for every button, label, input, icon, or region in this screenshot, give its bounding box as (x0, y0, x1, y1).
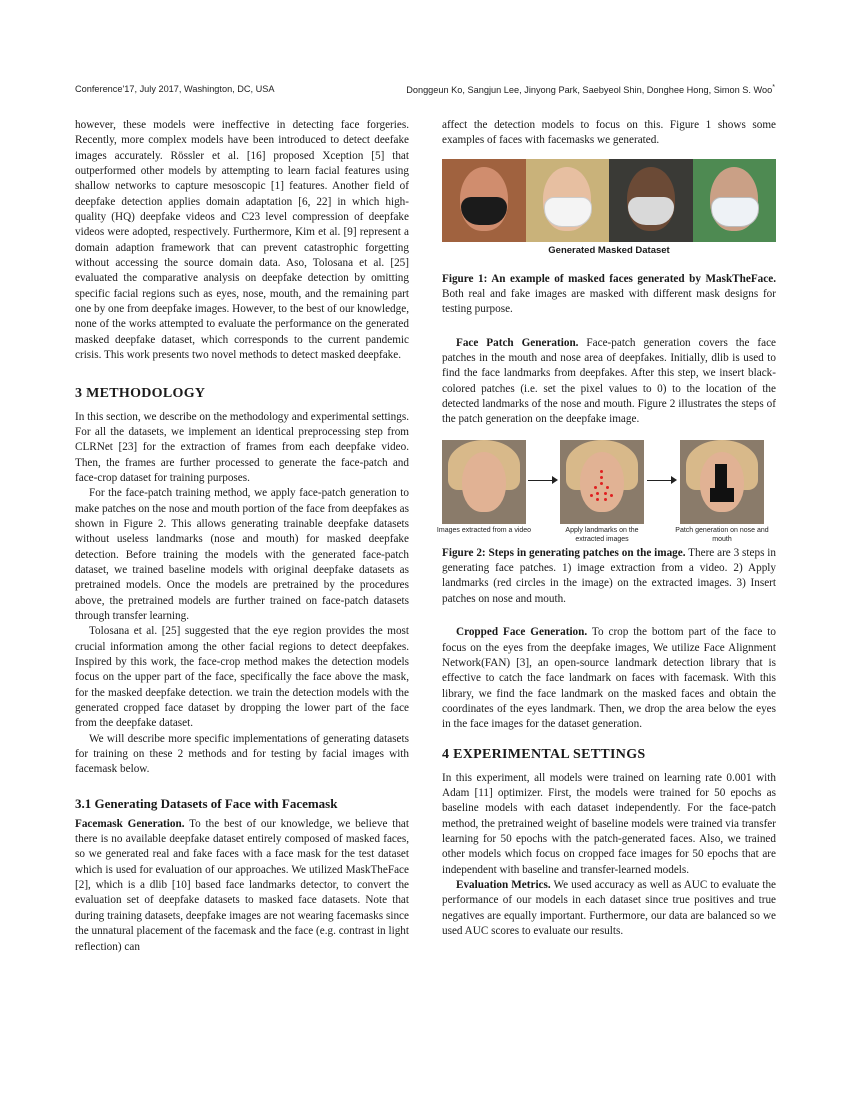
figure-2-caption-lead: Figure 2: Steps in generating patches on the image. (442, 546, 686, 559)
figure-1-inline-label: Generated Masked Dataset (548, 244, 670, 256)
running-header-right (406, 84, 775, 95)
figure-1 (442, 159, 776, 258)
masked-face-photo-3 (609, 159, 693, 242)
figure-2-step-1-label: Images extracted from a video (436, 526, 532, 534)
figure-2-caption (442, 546, 776, 607)
facemask-generation-body: To the best of our knowledge, we believe that there is no available deepfake dataset entirely composed of masked faces, so we generated real and fake faces with a face mask for the test dataset which is used for evaluation of our approaches. We utilized MaskTheFace [2], which is a dlib [10] based face landmarks detector, to convert the evaluation set of deepfake datasets to masked face datasets. Note that during training datasets, deepfake images are not wearing facemasks since the unnatural placement of the facemask and the face (e.g. contrast in light reflection) can (75, 817, 409, 953)
figure-2-step-3-image (680, 440, 764, 524)
figure-2 (436, 440, 776, 543)
figure-2-step-1-image (442, 440, 526, 524)
evaluation-metrics-lead: Evaluation Metrics. (456, 878, 551, 891)
figure-1-image-strip (442, 159, 776, 242)
evaluation-metrics-body: We used accuracy as well as AUC to evaluate the performance of our models in each dataset since true positives and true negatives are equally important. Furthermore, our data are balanced so we used AUC scores to evaluate our results. (442, 878, 776, 937)
right-column (436, 118, 776, 939)
section-4-heading: 4 EXPERIMENTAL SETTINGS (442, 746, 646, 762)
figure-2-step-2-label: Apply landmarks on the extracted images (565, 526, 639, 543)
paragraph-evaluation-metrics (442, 878, 776, 939)
cropped-face-generation-lead: Cropped Face Generation. (456, 626, 588, 639)
paragraph-implementation-note: We will describe more specific implementations of generating datasets for training on these 2 methods and for testing by facial images with facemask below. (75, 732, 409, 776)
face-patch-generation-body: Face-patch generation covers the face patches in the mouth and nose area of deepfakes. Initially, dlib is used to find the face landmarks from deepfakes. After this step, we insert black-colored patches (i.e. set the pixel values to 0) to the location of the detected landmarks of the nose and mouth. Figure 2 illustrates the steps of the patch generation on the deepfake image. (442, 336, 776, 426)
paragraph-face-crop-method: Tolosana et al. [25] suggested that the eye region provides the most crucial information among the other facial regions to detect deepfakes. Inspired by this work, the face-crop method makes the detection models focus on the upper part of the face, specifically the face above the mask, for the masked deepfake detection. we train the detection models with the generated cropped face dataset by dropping the lower part of the face from the deepfake dataset. (75, 625, 409, 730)
figure-2-step-2-image (560, 440, 644, 524)
section-3-heading: 3 METHODOLOGY (75, 385, 206, 401)
running-header-left: Conference'17, July 2017, Washington, DC, USA (75, 84, 275, 94)
left-column (75, 118, 409, 955)
figure-2-arrow-1 (528, 480, 556, 482)
author-footnote-mark: * (772, 84, 775, 91)
masked-face-photo-4 (693, 159, 777, 242)
paragraph-face-patch-method: For the face-patch training method, we apply face-patch generation to make patches on the nose and mouth portion of the face from deepfakes as shown in Figure 2. This allows generating trainable deepfake datasets without useless landmarks (nose and mouth) for masked deepfake detection. Before training the models with the generated face-patch dataset, we trained baseline models with original deepfake datasets as pretrained models. Once the models are pretrained by the procedures above, the pretrained models are further trained on face-patch datasets through transfer learning. (75, 487, 409, 622)
masked-face-photo-1 (442, 159, 526, 242)
figure-1-caption-lead: Figure 1: An example of masked faces generated by MaskTheFace. (442, 272, 776, 285)
masked-face-photo-2 (526, 159, 610, 242)
figure-1-caption-body: Both real and fake images are masked with different mask designs for testing purpose. (442, 288, 776, 316)
cropped-face-generation-body: To crop the bottom part of the face to focus on the eyes from the deepfake images, We utilize Face Alignment Network(FAN) [3], an open-source landmark detection library that is effective to catch the face landmark on faces with facemask. With this library, we find the face landmark on the masked faces and obtain the coordinates of the eyes landmark. Then, we drop the area below the eyes in the face images for the dataset generation. (442, 626, 776, 731)
figure-2-arrow-2 (647, 480, 675, 482)
paragraph-related-work: however, these models were ineffective in detecting face forgeries. Recently, more complex models have been introduced to detect deefake images accurately. Rössler et al. [16] proposed Xception [5] that outperformed other models by attempting to learn facial features using shallow networks to capture mesoscopic [1] features. Another field of deepfake detection applies domain adaptation [6, 22] in which high-quality (HQ) deepfake videos and C23 level compression of deepfake videos were adopted, respectively. Furthermore, Kim et al. [9] represent a domain adaption framework that can prevent catastrophic forgetting without accessing the source domain data. Aso, Tolosana et al. [25] evaluated the comparative analysis on deepfake detection by omitting specific facial regions such as eyes, nose, mouth, and the remaining part one by one from deepfake images. However, to the best of our knowledge, none of the works attempted to evaluate the performance on the generated masked deepfake dataset, which corresponds to the current pandemic crisis. This work presents two novel methods to detect masked deepfake. (75, 119, 409, 362)
figure-2-caption-body: There are 3 steps in generating face patches. 1) image extraction from a video. 2) Apply landmarks (red circles in the image) on the extracted images. 3) Insert patches on nose and mouth. (442, 546, 776, 605)
paragraph-experimental-settings: In this experiment, all models were trained on learning rate 0.001 with Adam [11] optimizer. First, the models were trained for 50 epochs as baseline models with each dataset independently. For the face-patch method, the pretrained weight of baseline models were trained via transfer learning for 50 epochs with the patch-generated faces. Also, we trained other models which focus on cropped face images for 50 epochs that are independent with baseline and transfer-learned models. (442, 771, 776, 876)
author-list: Donggeun Ko, Sangjun Lee, Jinyong Park, Saebyeol Shin, Donghee Hong, Simon S. Woo (406, 85, 773, 96)
face-patch-generation-lead: Face Patch Generation. (456, 336, 579, 349)
figure-2-step-3-label: Patch generation on nose and mouth (675, 526, 769, 543)
paragraph-cropped-face-generation (442, 625, 776, 732)
section-3-1-heading: 3.1 Generating Datasets of Face with Facemask (75, 795, 338, 811)
paragraph-methodology-intro: In this section, we describe on the methodology and experimental settings. For all the datasets, we implement an identical preprocessing step from CLRNet [23] for the extraction of frames from each deepfake video. Then, the frames are further processed to generate the face-patch and face-crop dataset for training purposes. (75, 410, 409, 484)
facemask-generation-lead: Facemask Generation. (75, 817, 185, 830)
figure-1-caption (442, 272, 776, 318)
paragraph-continued: affect the detection models to focus on this. Figure 1 shows some examples of faces with facemasks we generated. (442, 119, 776, 147)
paragraph-face-patch-generation (442, 336, 776, 428)
paragraph-facemask-generation (75, 817, 409, 955)
